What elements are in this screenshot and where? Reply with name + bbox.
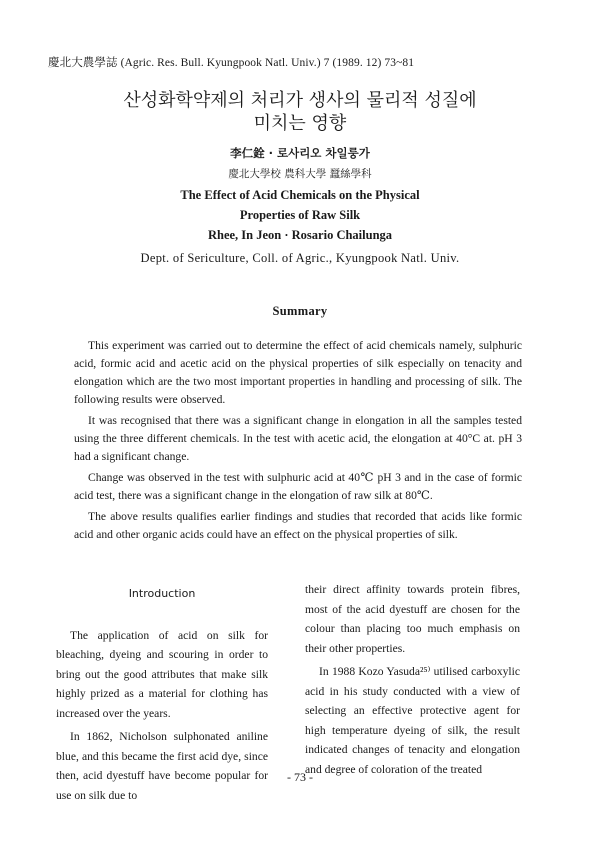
introduction-heading: Introduction: [128, 587, 196, 600]
korean-title-line-1: 산성화학약제의 처리가 생사의 물리적 성질에: [123, 90, 477, 111]
summary-heading: Summary: [272, 304, 328, 318]
summary-paragraph: It was recognised that there was a significant change in elongation in all the samples tested using the three different chemicals. In the test with acetic acid, the elongation at 40°C at. pH 3 had a significant change.: [74, 414, 522, 463]
body-paragraph: In 1988 Kozo Yasuda²⁵⁾ utilised carboxylic acid in his study conducted with a view of selecting an effective protective agent for high temperature dyeing of silk, the result indicated changes of tenacity and elongation and degree of coloration of the treated: [305, 665, 520, 776]
journal-citation: 慶北大農學誌 (Agric. Res. Bull. Kyungpook Natl. Univ.) 7 (1989. 12) 73~81: [48, 57, 415, 69]
korean-title-line-2: 미치는 영향: [253, 113, 347, 134]
korean-authors: 李仁銓 · 로사리오 차일룽가: [230, 146, 370, 160]
body-paragraph: The application of acid on silk for bleaching, dyeing and scouring in order to bring out the good attributes that make silk highly prized as a material for clothing has increased over the years.: [56, 628, 268, 720]
summary-paragraph: This experiment was carried out to determine the effect of acid chemicals namely, sulphuric acid, formic acid and acetic acid on the physical properties of silk especially on tenacity and elongation which are the two most important properties in handling and processing of silk. The following results were observed.: [74, 339, 522, 406]
summary-paragraph: Change was observed in the test with sulphuric acid at 40℃ pH 3 and in the case of formic acid test, there was a significant change in the elongation of raw silk at 80℃.: [74, 471, 522, 502]
department-affiliation: Dept. of Sericulture, Coll. of Agric., Kyungpook Natl. Univ.: [140, 251, 460, 265]
summary-body: [74, 337, 522, 544]
body-paragraph: their direct affinity towards protein fibres, most of the acid dyestuff are chosen for the colour than placing too much emphasis on their other properties.: [305, 583, 520, 655]
body-paragraph: In 1862, Nicholson sulphonated aniline blue, and this became the first acid dye, since then, acid dyestuff have become popular for use on silk due to: [56, 730, 268, 802]
english-authors: Rhee, In Jeon · Rosario Chailunga: [207, 228, 393, 242]
summary-paragraph: The above results qualifies earlier findings and studies that recorded that acids like formic acid and other organic acids could have an effect on the physical properties of silk.: [74, 510, 522, 541]
page-number: - 73 -: [287, 770, 313, 784]
english-title-line-1: The Effect of Acid Chemicals on the Physical: [180, 188, 420, 202]
english-title-line-2: Properties of Raw Silk: [239, 208, 361, 222]
korean-affiliation: 慶北大學校 農科大學 蠶絲學科: [228, 168, 372, 180]
body-column-right: [305, 580, 520, 779]
